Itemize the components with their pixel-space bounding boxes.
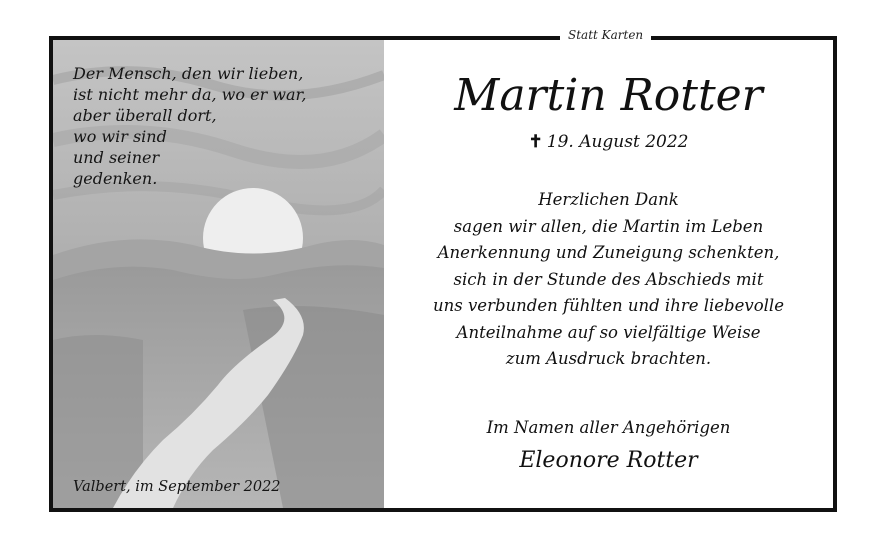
poem	[73, 63, 373, 189]
thank-you-message	[384, 187, 833, 373]
announcement	[384, 40, 833, 508]
message-line: Herzlichen Dank	[538, 190, 679, 209]
poem-line: gedenken.	[73, 169, 158, 188]
cross-icon: ✝	[528, 132, 543, 152]
message-line: uns verbunden fühlten und ihre liebevolle	[433, 296, 784, 315]
signer-name: Eleonore Rotter	[519, 448, 698, 473]
message-line: sagen wir allen, die Martin im Leben	[453, 216, 764, 236]
poem-line: und seiner	[73, 148, 160, 167]
poem-line: wo wir sind	[73, 127, 167, 146]
header-label: Statt Karten	[560, 28, 651, 42]
signoff: Im Namen aller Angehörigen	[486, 418, 731, 437]
message-line: Anteilnahme auf so vielfältige Weise	[456, 322, 761, 342]
message-line: sich in der Stunde des Abschieds mit	[453, 269, 764, 289]
poem-line: aber überall dort,	[73, 106, 217, 125]
message-line: Anerkennung und Zuneigung schenkten,	[437, 243, 780, 262]
death-date-line	[384, 132, 833, 152]
poem-line: Der Mensch, den wir lieben,	[73, 64, 304, 83]
place-date: Valbert, im September 2022	[73, 479, 281, 495]
deceased-name: Martin Rotter	[454, 70, 763, 121]
message-line: zum Ausdruck brachten.	[505, 349, 712, 368]
death-date: 19. August 2022	[546, 132, 689, 152]
poem-line: ist nicht mehr da, wo er war,	[73, 85, 307, 104]
